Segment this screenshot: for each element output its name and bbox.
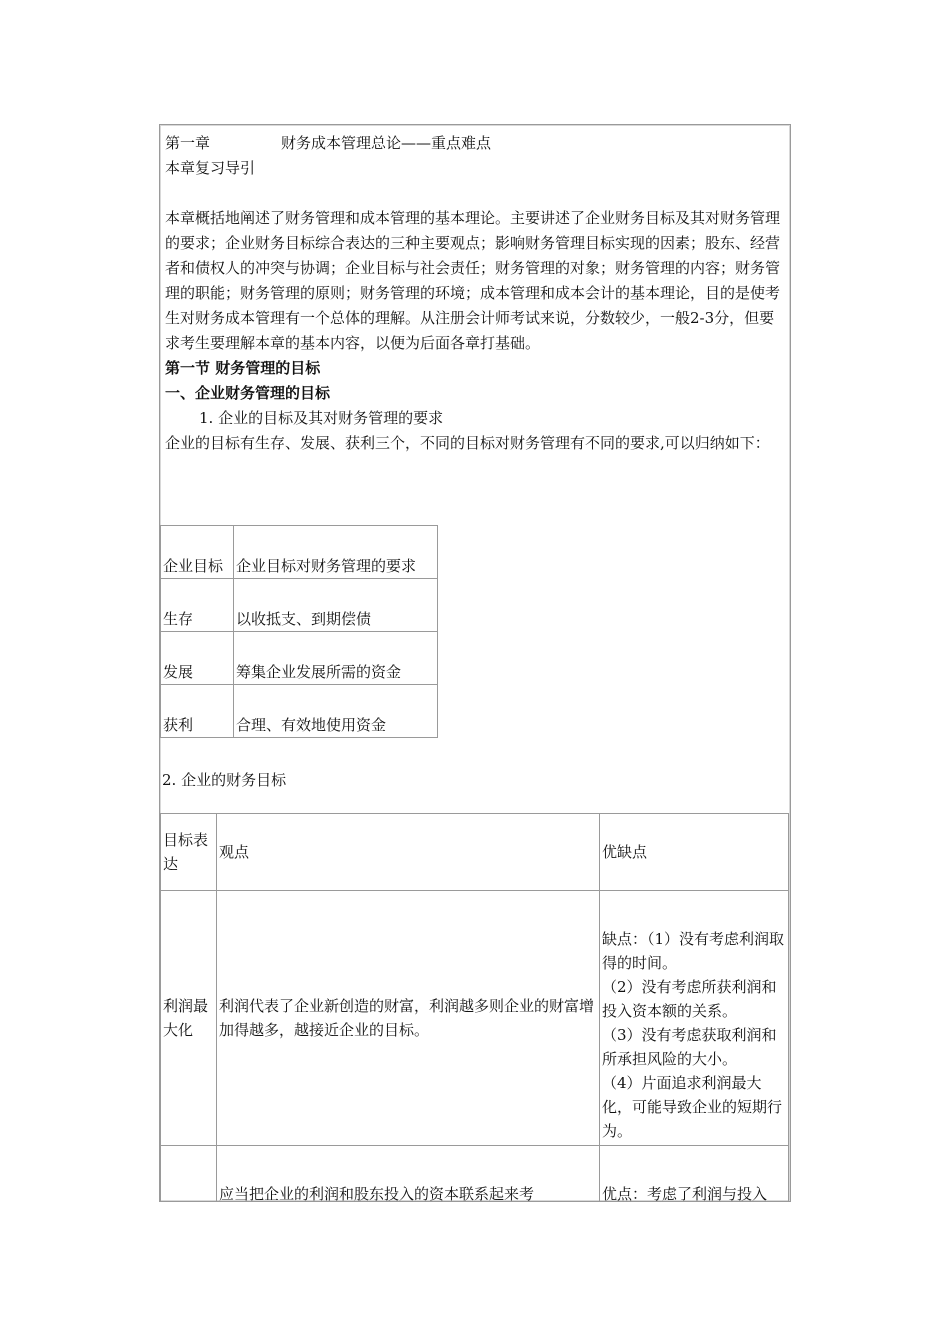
table-row	[161, 685, 438, 738]
table-cell-view: 应当把企业的利润和股东投入的资本联系起来考	[217, 1146, 600, 1203]
chapter-number: 第一章	[165, 134, 211, 152]
table-cell: 合理、有效地使用资金	[234, 685, 438, 738]
chapter-title: 财务成本管理总论——重点难点	[281, 134, 492, 152]
table-cell: 发展	[161, 632, 234, 685]
table-cell-cons: 优点：考虑了利润与投入	[600, 1146, 789, 1203]
table-header-row	[161, 526, 438, 579]
document-content	[165, 131, 789, 456]
table-cell-cons	[600, 891, 789, 1146]
table-cell-goal: 利润最大化	[161, 891, 217, 1146]
table-row	[161, 579, 438, 632]
table-cell-view: 利润代表了企业新创造的财富，利润越多则企业的财富增加得越多，越接近企业的目标。	[217, 891, 600, 1146]
item2-title: 2. 企业的财务目标	[162, 771, 287, 789]
guide-heading: 本章复习导引	[165, 159, 256, 177]
table-cell: 筹集企业发展所需的资金	[234, 632, 438, 685]
table-row	[161, 632, 438, 685]
table-cell-goal	[161, 1146, 217, 1203]
table-header-row	[161, 814, 789, 891]
section-title: 第一节 财务管理的目标	[165, 359, 321, 377]
cons-line: 缺点：（1）没有考虑利润取得的时间。	[602, 930, 785, 972]
chapter-intro: 本章概括地阐述了财务管理和成本管理的基本理论。主要讲述了企业财务目标及其对财务管理的要求；企业财务目标综合表达的三种主要观点；影响财务管理目标实现的因素；股东、经营者和债权人的冲突与协调；企业目标与社会责任；财务管理的对象；财务管理的内容；财务管理的职能；财务管理的原则；财务管理的环境；成本管理和成本会计的基本理论，目的是使考生对财务成本管理有一个总体的理解。从注册会计师考试来说，分数较少，一般2-3分，但要求考生要理解本章的基本内容，以便为后面各章打基础。	[165, 209, 781, 352]
document-frame	[159, 124, 791, 1202]
table-header-cell: 企业目标对财务管理的要求	[234, 526, 438, 579]
table-header-cell: 目标表达	[161, 814, 217, 891]
financial-goals-table	[160, 813, 789, 1202]
cons-line: （3）没有考虑获取利润和所承担风险的大小。	[602, 1026, 777, 1068]
table-row	[161, 1146, 789, 1203]
table-header-cell: 企业目标	[161, 526, 234, 579]
table-header-cell: 观点	[217, 814, 600, 891]
subsection-title: 一、企业财务管理的目标	[165, 384, 331, 402]
table-cell: 获利	[161, 685, 234, 738]
table-cell: 以收抵支、到期偿债	[234, 579, 438, 632]
table-header-cell: 优缺点	[600, 814, 789, 891]
cons-line: （2）没有考虑所获利润和投入资本额的关系。	[602, 978, 777, 1020]
item1-title: 1. 企业的目标及其对财务管理的要求	[199, 409, 444, 427]
cons-line: （4）片面追求利润最大化，可能导致企业的短期行为。	[602, 1074, 783, 1140]
item1-text: 企业的目标有生存、发展、获利三个，不同的目标对财务管理有不同的要求,可以归纳如下：	[165, 434, 770, 452]
goals-table	[160, 525, 438, 738]
table-cell: 生存	[161, 579, 234, 632]
table-row	[161, 891, 789, 1146]
chapter-heading	[165, 131, 789, 156]
